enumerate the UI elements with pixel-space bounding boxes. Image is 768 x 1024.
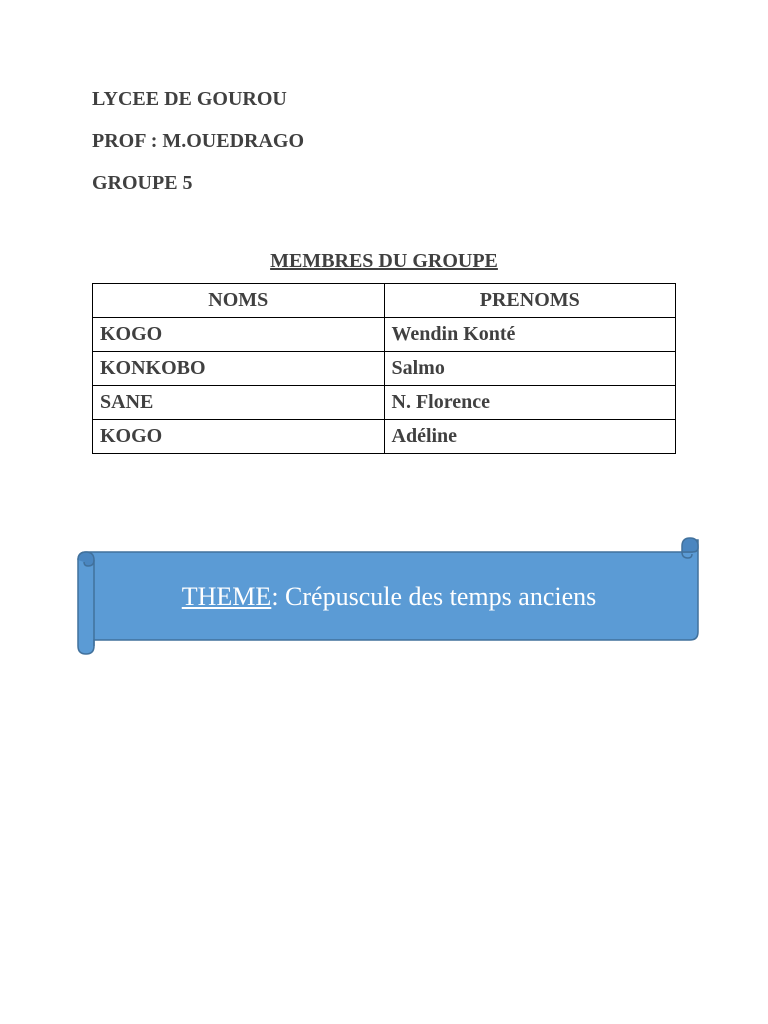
table-title: MEMBRES DU GROUPE [270, 250, 498, 272]
cell-nom: KOGO [93, 420, 385, 454]
theme-label: THEME [181, 582, 272, 611]
table-row [93, 386, 676, 420]
table-row [93, 352, 676, 386]
table-row [93, 420, 676, 454]
cell-prenom: Wendin Konté [384, 318, 676, 352]
table-row [93, 318, 676, 352]
group-number: GROUPE 5 [92, 172, 193, 194]
cell-nom: KOGO [93, 318, 385, 352]
theme-banner [76, 536, 702, 658]
cell-nom: KONKOBO [93, 352, 385, 386]
column-header-prenoms: PRENOMS [384, 284, 676, 318]
theme-separator: : [271, 582, 286, 611]
professor-name: PROF : M.OUEDRAGO [92, 130, 305, 152]
table-header-row [93, 284, 676, 318]
school-name: LYCEE DE GOUROU [92, 88, 287, 110]
members-table [92, 283, 676, 454]
cell-nom: SANE [93, 386, 385, 420]
column-header-noms: NOMS [93, 284, 385, 318]
cell-prenom: Adéline [384, 420, 676, 454]
theme-text [76, 536, 702, 658]
cell-prenom: Salmo [384, 352, 676, 386]
cell-prenom: N. Florence [384, 386, 676, 420]
theme-title: Crépuscule des temps anciens [285, 582, 597, 611]
